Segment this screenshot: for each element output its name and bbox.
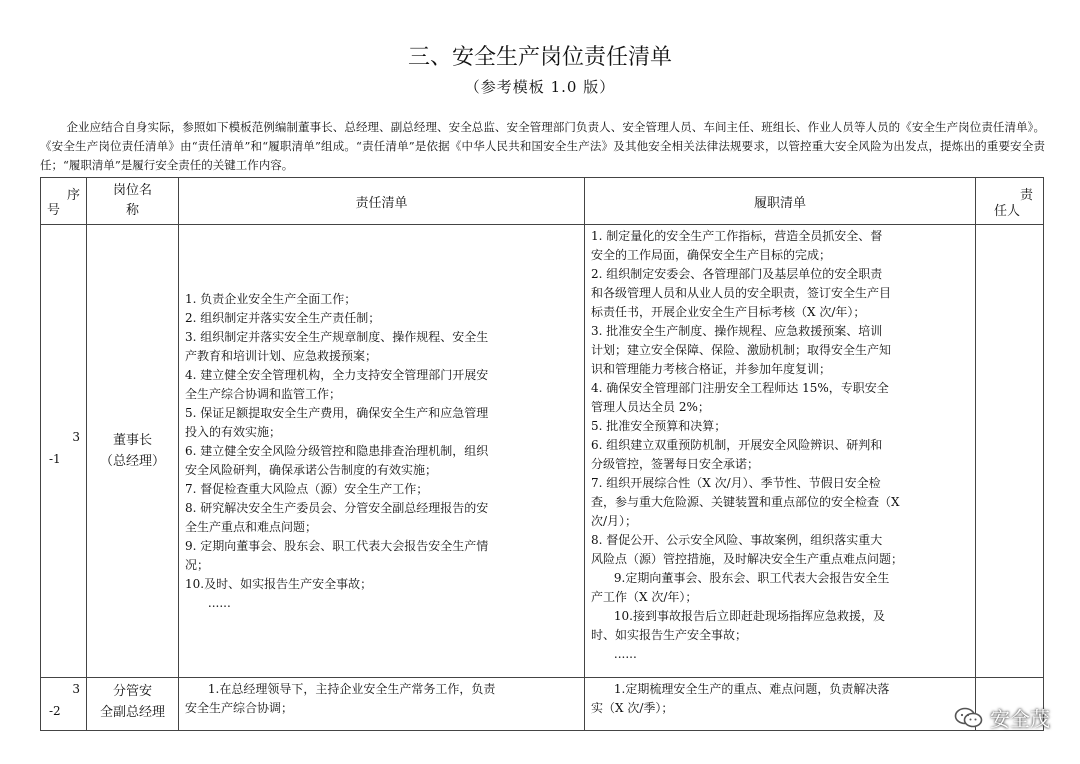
list-item: 实（X 次/季）； xyxy=(591,701,674,715)
list-item: 1.定期梳理安全生产的重点、难点问题，负责解决落 xyxy=(591,682,890,696)
table-header-row xyxy=(41,178,1044,225)
list-item: 6. 组织建立双重预防机制，开展安全风险辨识、研判和 xyxy=(591,438,883,452)
performance-list xyxy=(585,225,976,678)
table-row xyxy=(41,225,1044,678)
list-item: 2. 组织制定并落实安全生产责任制； xyxy=(185,310,381,325)
list-item: 风险点（源）管控措施，及时解决安全生产重点难点问题； xyxy=(591,552,904,566)
list-item: 5. 批准安全预算和决算； xyxy=(591,419,727,433)
list-item: ...... xyxy=(185,595,231,610)
list-item: 8. 研究解决安全生产委员会、分管安全副总经理报告的安 xyxy=(185,500,489,515)
list-item: 安全生产综合协调； xyxy=(185,701,294,715)
list-item: 1.在总经理领导下，主持企业安全生产常务工作，负责 xyxy=(185,682,496,696)
list-item: 时、如实报告生产安全事故； xyxy=(591,628,748,642)
list-item: 7. 督促检查重大风险点（源）安全生产工作； xyxy=(185,481,429,496)
list-item: 产工作（X 次/年）； xyxy=(591,590,698,604)
list-item: ...... xyxy=(591,647,637,661)
list-item: 分级管控，签署每日安全承诺； xyxy=(591,457,760,471)
table-row xyxy=(41,678,1044,731)
header-responsibility: 责任清单 xyxy=(179,178,585,225)
list-item: 识和管理能力考核合格证，并参加年度复训； xyxy=(591,362,832,376)
list-item: 安全风险研判，确保承诺公告制度的有效实施； xyxy=(185,462,438,477)
list-item: 3. 组织制定并落实安全生产规章制度、操作规程、安全生 xyxy=(185,329,489,344)
document-subtitle: （参考模板 1.0 版） xyxy=(464,78,616,96)
list-item: 9. 定期向董事会、股东会、职工代表大会报告安全生产情 xyxy=(185,538,489,553)
list-item: 8. 督促公开、公示安全风险、事故案例，组织落实重大 xyxy=(591,533,883,547)
position-name xyxy=(87,225,179,678)
header-position-line1: 岗位名 xyxy=(112,183,152,198)
performance-list xyxy=(585,678,976,731)
position-line2: （总经理） xyxy=(99,454,165,469)
list-item: 标责任书，开展企业安全生产目标考核（X 次/年）； xyxy=(591,305,866,319)
list-item: 全生产重点和难点问题； xyxy=(185,519,318,534)
header-person-top: 责 xyxy=(1019,188,1033,203)
responsible-person-cell xyxy=(976,225,1044,678)
intro-paragraph: 企业应结合自身实际，参照如下模板范例编制董事长、总经理、副总经理、安全总监、安全管理部门负责人、安全管理人员、车间主任、班组长、作业人员等人员的《安全生产岗位责任清单》。《安全生产岗位责任清单》由“责任清单”和“履职清单”组成。“责任清单”是依据《中华人民共和国安全生产法》及其他安全相关法律法规要求，以管控重大安全风险为出发点，提炼出的重要安全责任；“履职清单”是履行安全责任的关键工作内容。 xyxy=(40,120,1045,172)
list-item: 计划；建立安全保障、保险、激励机制；取得安全生产知 xyxy=(591,343,892,357)
list-item: 安全的工作局面，确保安全生产目标的完成； xyxy=(591,248,832,262)
row-number-top: 3 xyxy=(72,682,80,696)
document-title: 三、安全生产岗位责任清单 xyxy=(407,45,672,70)
list-item: 1. 负责企业安全生产全面工作； xyxy=(185,291,357,306)
header-position xyxy=(87,178,179,225)
responsibility-list xyxy=(179,225,585,678)
list-item: 1. 制定量化的安全生产工作指标，营造全员抓安全、督 xyxy=(591,229,883,243)
responsibility-table xyxy=(40,177,1044,731)
watermark-text: 安全茂 xyxy=(990,707,1050,731)
list-item: 10.及时、如实报告生产安全事故； xyxy=(185,576,373,591)
list-item: 6. 建立健全安全风险分级管控和隐患排查治理机制，组织 xyxy=(185,443,489,458)
list-item: 9.定期向董事会、股东会、职工代表大会报告安全生 xyxy=(591,571,890,585)
row-number-bottom: -2 xyxy=(49,704,61,718)
list-item: 和各级管理人员和从业人员的安全职责，签订安全生产目 xyxy=(591,286,892,300)
row-number-top: 3 xyxy=(72,430,80,444)
list-item: 4. 确保安全管理部门注册安全工程师达 15%，专职安全 xyxy=(591,381,889,395)
header-number xyxy=(41,178,87,225)
list-item: 7. 组织开展综合性（X 次/月）、季节性、节假日安全检 xyxy=(591,476,881,490)
wechat-icon xyxy=(954,707,984,729)
list-item: 管理人员达全员 2%； xyxy=(591,400,710,414)
header-number-top: 序 xyxy=(66,188,80,203)
list-item: 10.接到事故报告后立即赶赴现场指挥应急救援，及 xyxy=(591,609,885,623)
list-item: 2. 组织制定安委会、各管理部门及基层单位的安全职责 xyxy=(591,267,883,281)
responsibility-list xyxy=(179,678,585,731)
list-item: 4. 建立健全安全管理机构，全力支持安全管理部门开展安 xyxy=(185,367,489,382)
position-name xyxy=(87,678,179,731)
header-person-bottom: 任人 xyxy=(994,204,1021,219)
row-number xyxy=(41,678,87,731)
list-item: 次/月）； xyxy=(591,514,638,528)
list-item: 况； xyxy=(185,557,210,572)
header-responsible-person xyxy=(976,178,1044,225)
list-item: 5. 保证足额提取安全生产费用，确保安全生产和应急管理 xyxy=(185,405,489,420)
list-item: 投入的有效实施； xyxy=(185,424,282,439)
row-number-bottom: -1 xyxy=(49,452,61,466)
position-line1: 董事长 xyxy=(112,433,152,448)
header-position-line2: 称 xyxy=(125,203,139,218)
header-number-bottom: 号 xyxy=(47,203,61,218)
list-item: 查，参与重大危险源、关键装置和重点部位的安全检查（X xyxy=(591,495,900,509)
list-item: 全生产综合协调和监管工作； xyxy=(185,386,342,401)
position-line1: 分管安 xyxy=(112,684,152,699)
list-item: 产教育和培训计划、应急救援预案； xyxy=(185,348,378,363)
list-item: 3. 批准安全生产制度、操作规程、应急救援预案、培训 xyxy=(591,324,883,338)
row-number xyxy=(41,225,87,678)
header-performance: 履职清单 xyxy=(585,178,976,225)
watermark xyxy=(954,703,1050,732)
position-line2: 全副总经理 xyxy=(99,705,165,720)
